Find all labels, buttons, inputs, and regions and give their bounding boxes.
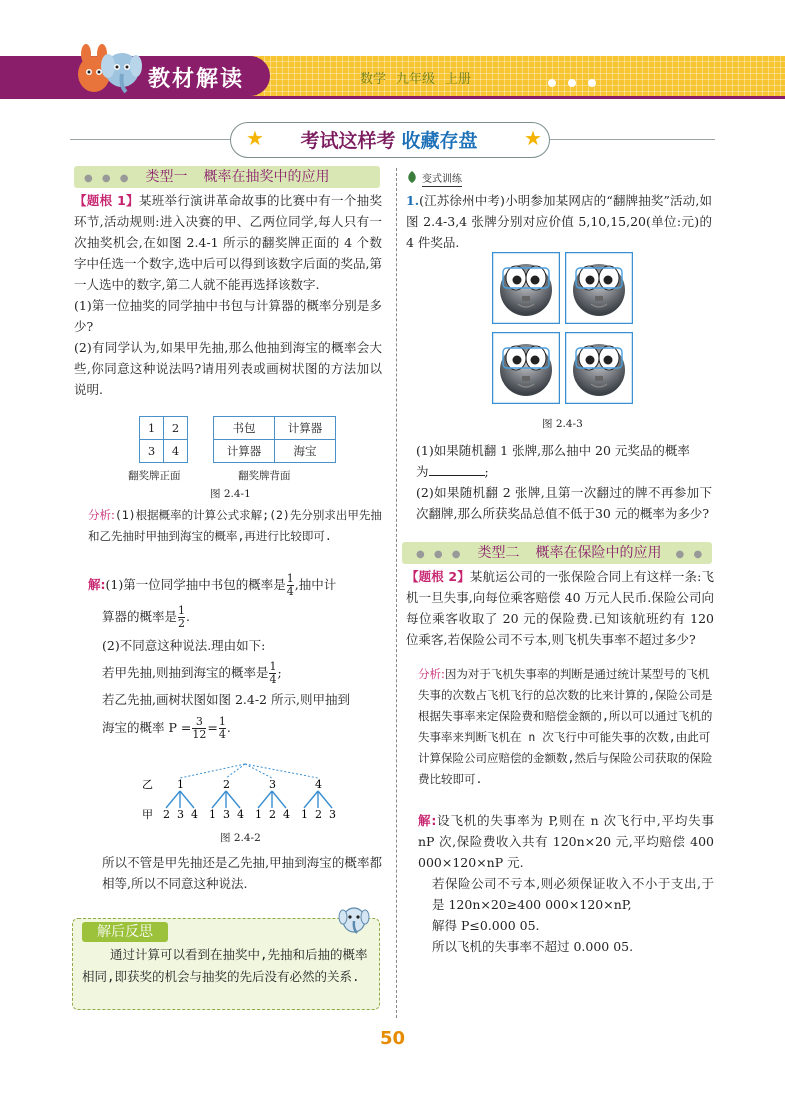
tree-leaf: 4 [283,808,290,821]
back-card: 海宝 [275,440,336,463]
back-cards [213,416,336,463]
tree-leaf: 3 [223,808,230,821]
fraction [269,661,276,686]
sol-text: 若甲先抽,则抽到海宝的概率是 [102,665,269,680]
analysis1 [88,505,382,547]
frac-den: 12 [192,728,207,741]
card-face-icon [565,332,633,404]
star-icon: ★ [524,126,542,150]
tree-leaf: 4 [191,808,198,821]
example2-text: 某航运公司的一张保险合同上有这样一条:飞机一旦失事,向每位乘客赔偿 40 万元人民币.保险公司向每位乘客收取了 20 元的保险费.已知该航班约有 120 位乘客,若保险公司不亏本,则飞机失事率不超过多少? [406,569,714,647]
figure-caption: 图 2.4-1 [210,488,251,500]
tree-diagram [140,760,350,826]
frac-num: 1 [286,572,294,585]
sol-text: . [226,720,231,735]
fraction [219,716,226,741]
header-grade: 九年级 [396,72,436,87]
header-subtitle [360,68,481,87]
sol-text: ,抽中计 [294,577,337,592]
tree-leaf: 3 [177,808,184,821]
card-face-icon [492,252,560,324]
example2 [406,566,714,650]
figure-caption: 图 2.4-3 [542,418,583,430]
frac-den: 2 [178,617,186,630]
tree-row1-label: 乙 [142,778,153,791]
tree-node: 4 [315,778,322,791]
training-label: 变式训练 [422,170,462,187]
exercise-text: 小明参加某网店的“翻牌抽奖”活动,如图 2.4-3,4 张牌分别对应价值 5,10,15,20(单位:元)的 4 件奖品. [406,193,712,250]
frac-num: 1 [178,604,186,617]
tree-branch [166,791,180,808]
frac-den: 4 [269,673,277,686]
sol-text: 若乙先抽,画树状图如图 2.4-2 所示,则甲抽到 [102,692,350,707]
conclusion1: 所以不管是甲先抽还是乙先抽,甲抽到海宝的概率都相等,所以不同意这种说法. [102,855,382,891]
tree-leaf: 2 [269,808,276,821]
frac-num: 3 [192,716,206,729]
exercise-num: 1. [406,193,420,208]
sol-text: . [186,609,190,624]
elephant-icon [338,902,370,936]
tree-leaf: 1 [209,808,216,821]
type2-heading: ● ● ● 类型二 概率在保险中的应用 ● ● [402,542,712,564]
tree-branch [304,791,318,808]
tree-node: 1 [177,778,184,791]
reflection-body: 通过计算可以看到在抽奖中,先抽和后抽的概率相同,即获奖的机会与抽奖的先后没有必然的关系. [82,947,368,984]
tree-node: 3 [269,778,276,791]
analysis-text: (1)根据概率的计算公式求解;(2)先分别求出甲先抽和乙先抽时甲抽到海宝的概率,再进行比较即可. [88,508,382,543]
front-cards [139,416,188,463]
star-icon: ★ [246,126,264,150]
question1-cont: 为 [416,464,429,479]
solution-label: 解: [88,577,106,592]
tree-branch [180,791,194,808]
example1-tag: 【题根 1】 [74,193,139,208]
frac-den: 4 [218,728,226,741]
banner-part2: 收藏存盘 [401,130,478,152]
analysis2 [418,664,714,790]
card-figure [490,250,635,408]
solution2-line3: 解得 P≤0.000 05. [432,918,540,933]
tree-branch [212,791,226,808]
example2-tag: 【题根 2】 [406,569,470,584]
leaf-icon [406,170,418,184]
frac-num: 1 [218,715,226,728]
frac-num: 1 [269,660,277,673]
sol-text: = [207,720,218,735]
back-card: 计算器 [214,440,275,463]
fraction [287,573,294,598]
exercise1 [406,190,712,253]
solution2-line1: 设飞机的失事率为 P,则在 n 次飞行中,平均失事 nP 次,保险费收入共有 120n×20 元,平均赔偿 400 000×120×nP 元. [418,813,715,870]
tree-branch [245,764,318,778]
reflection-text [82,944,372,988]
back-card: 计算器 [275,417,336,440]
front-card: 3 [140,440,164,463]
tree-node: 2 [223,778,230,791]
analysis-text: 因为对于飞机失事率的判断是通过统计某型号的飞机失事的次数占飞机飞行的总次数的比来计算的,保险公司是根据失事率来定保险费和赔偿金额的,所以可以通过飞机的失事率来判断飞机在 n 次飞行中可能失事的次数,由此可计算保险公司应赔偿的金额数,然后与保险公司获取的保险费比较即可. [418,667,713,786]
fraction [192,716,206,741]
card-face-icon [565,252,633,324]
question1-end: ; [484,464,489,479]
answer-blank[interactable] [429,463,485,476]
tree-leaf: 4 [237,808,244,821]
fraction [178,605,185,630]
tree-branch [272,791,286,808]
sol-text: 算器的概率是 [102,609,178,624]
solution2-line4: 所以飞机的失事率不超过 0.000 05. [432,939,634,954]
tree-row2-label: 甲 [142,808,153,821]
solution1 [88,570,382,744]
reflection-title: 解后反思 [82,922,168,942]
header-rule [0,96,785,99]
front-card: 4 [164,440,188,463]
card-face-icon [492,332,560,404]
sol-text: 海宝的概率 P = [102,720,192,735]
back-card: 书包 [214,417,275,440]
header-subject: 数学 [360,72,387,87]
header-dots [548,72,608,91]
tree-branch [318,791,332,808]
frac-den: 4 [286,585,294,598]
column-divider [396,168,397,1018]
question1: (1)如果随机翻 1 张牌,那么抽中 20 元奖品的概率 [416,443,690,458]
back-caption: 翻奖牌背面 [238,470,291,482]
example1-q2: (2)有同学认为,如果甲先抽,那么他抽到海宝的概率会大些,你同意这种说法吗?请用列表或画树状图的方法加以说明. [74,340,382,397]
type1-heading: ● ● ● 类型一 概率在抽奖中的应用 [74,166,380,188]
tree-leaf: 1 [301,808,308,821]
example1-text: 某班举行演讲革命故事的比赛中有一个抽奖环节,活动规则:进入决赛的甲、乙两位同学,每人只有一次抽奖机会,在如图 2.4-1 所示的翻奖牌正面的 4 个数字中任选一个数字,选中后可以得到该数字后面的奖品,第一人选中的数字,第二人就不能再选择该数字. [74,193,382,292]
solution2 [418,810,714,957]
solution-label: 解: [418,813,437,828]
banner-title [230,126,548,153]
tree-branch [258,791,272,808]
example1 [74,190,382,400]
front-caption: 翻奖牌正面 [128,470,181,482]
sol-text: ; [277,665,282,680]
type2-label: 类型二 [477,545,520,561]
header-volume: 上册 [445,72,472,87]
front-card: 2 [164,417,188,440]
tree-leaf: 2 [163,808,170,821]
sol-text: (1)第一位同学抽中书包的概率是 [105,577,286,592]
question2: (2)如果随机翻 2 张牌,且第一次翻过的牌不再参加下次翻牌,那么所获奖品总值不低于30 元的概率为多少? [416,485,712,521]
front-card: 1 [140,417,164,440]
header-title: 教材解读 [148,67,245,92]
analysis-label: 分析: [88,508,115,522]
exercise1-questions [416,440,712,524]
sol-text: (2)不同意这种说法.理由如下: [102,638,266,653]
type1-label: 类型一 [145,169,188,185]
tree-leaf: 1 [255,808,262,821]
tree-leaf: 2 [315,808,322,821]
tree-branch [226,791,240,808]
page-number: 50 [379,1028,406,1049]
type1-name: 概率在抽奖中的应用 [203,169,330,185]
solution2-line2: 若保险公司不亏本,则必须保证收入不小于支出,于是 120n×20≥400 000×120×nP, [432,876,714,912]
mascot-icon [72,40,142,98]
exercise-source: (江苏徐州中考) [419,193,505,208]
example1-q1: (1)第一位抽奖的同学抽中书包与计算器的概率分别是多少? [74,298,382,334]
banner-part1: 考试这样考 [300,130,396,152]
tree-caption: 图 2.4-2 [220,832,261,844]
type2-name: 概率在保险中的应用 [535,545,662,561]
analysis-label: 分析: [418,667,445,681]
tree-leaf: 3 [329,808,336,821]
